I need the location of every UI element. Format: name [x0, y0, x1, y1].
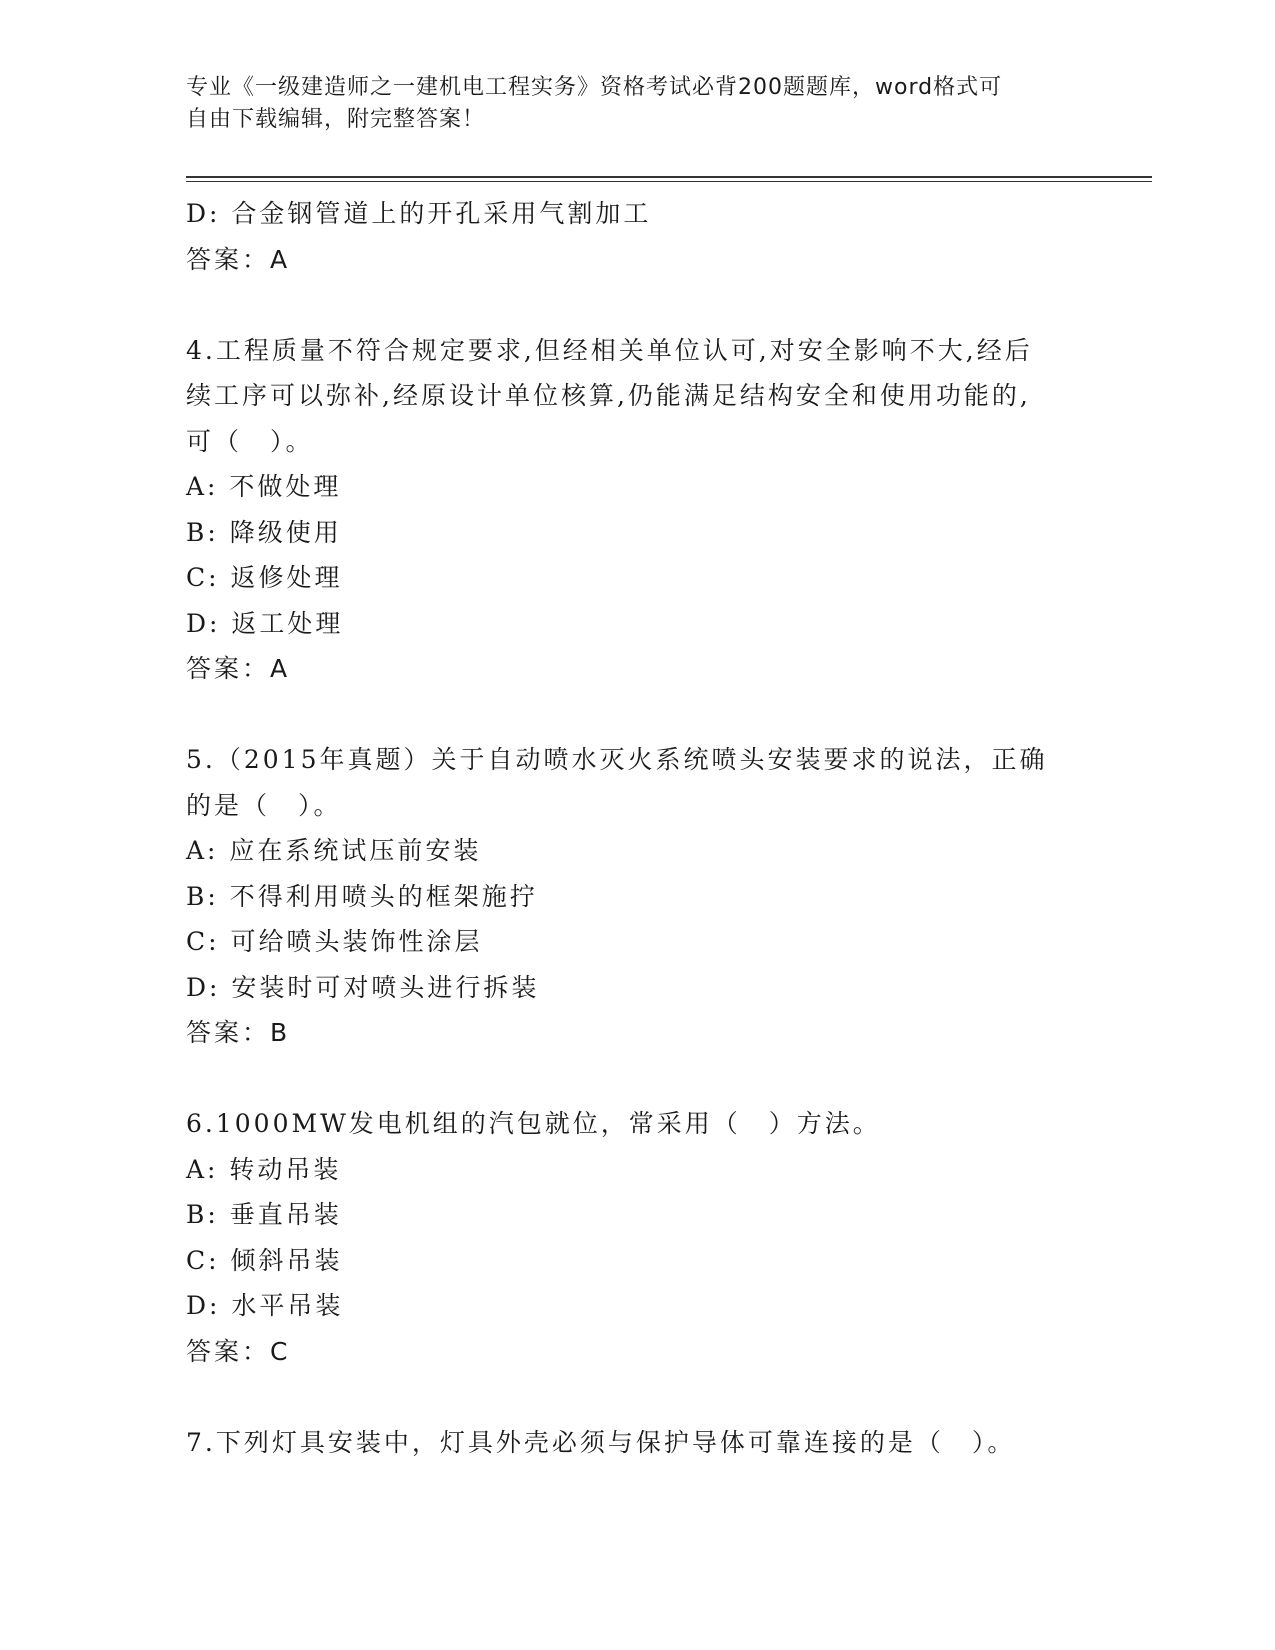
answer: 答案：A — [186, 654, 291, 683]
option-a: A: 应在系统试压前安装 — [186, 836, 482, 865]
question-content — [186, 191, 1086, 1465]
header-rule-thick — [186, 176, 1152, 178]
option-d: D: 安装时可对喷头进行拆装 — [186, 972, 540, 1002]
option-d: D: 水平吊装 — [186, 1291, 344, 1320]
option-b: B: 降级使用 — [186, 517, 342, 547]
header-line-1: 专业《一级建造师之一建机电工程实务》资格考试必背200题题库，word格式可 — [186, 75, 1003, 100]
option-b: B: 不得利用喷头的框架施拧 — [186, 881, 538, 911]
question-stem-line: 4.工程质量不符合规定要求,但经相关单位认可,对安全影响不大,经后 — [186, 335, 1033, 365]
answer: 答案：C — [186, 1336, 291, 1366]
option-d: D: 返工处理 — [186, 608, 344, 638]
question-stem-line: 5.（2015年真题）关于自动喷水灭火系统喷头安装要求的说法，正确 — [186, 745, 1048, 774]
header-rule-thin — [186, 181, 1152, 182]
option-c: C: 倾斜吊装 — [186, 1245, 343, 1275]
prev-option-d: D: 合金钢管道上的开孔采用气割加工 — [186, 199, 652, 228]
question-stem-line: 续工序可以弥补,经原设计单位核算,仍能满足结构安全和使用功能的, — [186, 381, 1031, 410]
answer: 答案：B — [186, 1018, 291, 1047]
option-a: A: 不做处理 — [186, 472, 342, 501]
question-stem-line: 的是（ ）。 — [186, 790, 342, 820]
option-c: C: 返修处理 — [186, 563, 343, 592]
prev-answer: 答案：A — [186, 244, 291, 274]
question-6 — [186, 1101, 1086, 1374]
spacer — [186, 1374, 1086, 1420]
header-line-2: 自由下载编辑，附完整答案！ — [186, 107, 486, 132]
spacer — [186, 1056, 1086, 1102]
option-c: C: 可给喷头装饰性涂层 — [186, 927, 483, 956]
page-header — [186, 72, 1066, 136]
question-stem-line: 可（ ）。 — [186, 426, 314, 456]
option-a: A: 转动吊装 — [186, 1154, 342, 1184]
spacer — [186, 282, 1086, 328]
question-4 — [186, 328, 1086, 692]
question-5 — [186, 737, 1086, 1056]
spacer — [186, 692, 1086, 738]
option-b: B: 垂直吊装 — [186, 1200, 342, 1229]
question-stem-line: 7.下列灯具安装中，灯具外壳必须与保护导体可靠连接的是（ ）。 — [186, 1427, 1016, 1457]
question-7 — [186, 1420, 1086, 1466]
question-stem-line: 6.1000MW发电机组的汽包就位，常采用（ ）方法。 — [186, 1109, 881, 1138]
